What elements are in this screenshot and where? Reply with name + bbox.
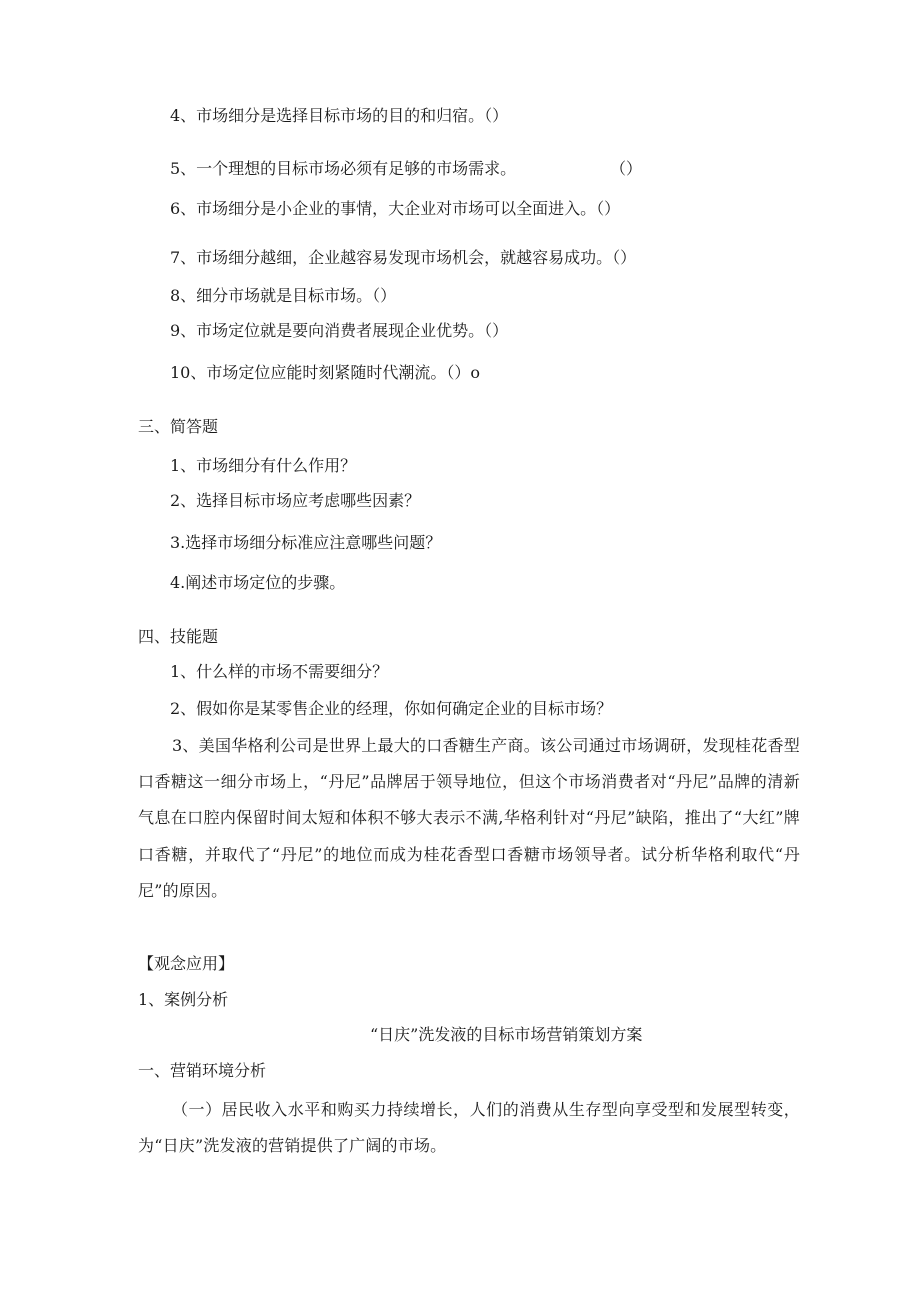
question-tf-5: 5、一个理想的目标市场必须有足够的市场需求。 bbox=[170, 159, 517, 178]
question-sa-4: 4.阐述市场定位的步骤。 bbox=[170, 573, 346, 592]
question-tf-4: 4、市场细分是选择目标市场的目的和归宿。（） bbox=[170, 106, 509, 125]
question-tf-9: 9、市场定位就是要向消费者展现企业优势。（） bbox=[170, 321, 509, 340]
question-tf-5-bracket: （） bbox=[610, 159, 643, 178]
section-heading-short-answer: 三、简答题 bbox=[138, 417, 219, 436]
question-sa-1: 1、市场细分有什么作用？ bbox=[170, 456, 357, 475]
question-skill-2: 2、假如你是某零售企业的经理，你如何确定企业的目标市场？ bbox=[170, 699, 613, 718]
section-heading-marketing-environment: 一、营销环境分析 bbox=[138, 1061, 267, 1080]
question-skill-1: 1、什么样的市场不需要细分？ bbox=[170, 662, 389, 681]
question-sa-3: 3.选择市场细分标准应注意哪些问题？ bbox=[170, 533, 442, 552]
question-tf-6: 6、市场细分是小企业的事情，大企业对市场可以全面进入。（） bbox=[170, 199, 621, 218]
subheading-case-analysis: 1、案例分析 bbox=[138, 990, 229, 1009]
section-heading-application: 【观念应用】 bbox=[138, 954, 235, 973]
question-tf-8: 8、细分市场就是目标市场。（） bbox=[170, 286, 397, 305]
case-title: “日庆”洗发液的目标市场营销策划方案 bbox=[370, 1025, 643, 1044]
section-heading-skills: 四、技能题 bbox=[138, 627, 219, 646]
question-tf-7: 7、市场细分越细，企业越容易发现市场机会，就越容易成功。（） bbox=[170, 248, 637, 267]
question-tf-10: 10、市场定位应能时刻紧随时代潮流。（）o bbox=[170, 363, 480, 382]
marketing-environment-paragraph: （一）居民收入水平和购买力持续增长，人们的消费从生存型向享受型和发展型转变，为“日庆”洗发液的营销提供了广阔的市场。 bbox=[138, 1100, 800, 1156]
question-skill-3-case: 3、美国华格利公司是世界上最大的口香糖生产商。该公司通过市场调研，发现桂花香型口香糖这一细分市场上，“丹尼”品牌居于领导地位，但这个市场消费者对“丹尼”品牌的清新气息在口腔内保留时间太短和体积不够大表示不满,华格利针对“丹尼”缺陷，推出了“大红”牌口香糖，并取代了“丹尼”的地位而成为桂花香型口香糖市场领导者。试分析华格利取代“丹尼”的原因。 bbox=[138, 736, 800, 900]
question-sa-2: 2、选择目标市场应考虑哪些因素？ bbox=[170, 491, 421, 510]
